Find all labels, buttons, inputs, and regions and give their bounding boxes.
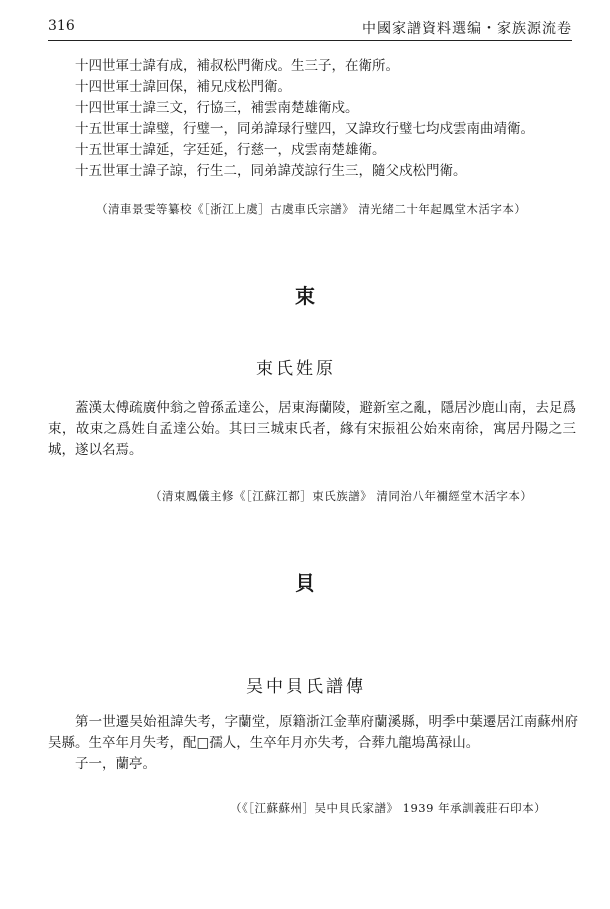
genealogy-line: 十四世軍士諱三文，行協三，補雲南楚雄衛戍。 — [75, 100, 359, 116]
page-header — [48, 18, 572, 41]
citation-source-3: （《［江蘇蘇州］吴中貝氏家譜》 1939 年承訓義莊石印本） — [230, 801, 547, 815]
section-paragraph: 第一世遷吴始祖諱失考，字蘭堂，原籍浙江金華府蘭溪縣，明季中葉遷居江南蘇州府吴縣。生卒年月失考，配□孺人，生卒年月亦失考，合葬九龍塢萬禄山。 — [48, 714, 578, 751]
running-head: 中國家譜資料選编・家族源流卷 — [362, 21, 572, 37]
citation-source-2: （清束鳳儀主修《［江蘇江都］束氏族譜》 清同治八年禰經堂木活字本） — [150, 489, 533, 503]
section-paragraph: 蓋漢太傅疏廣仲翁之曾孫孟達公，居東海蘭陵，避新室之亂，隱居沙鹿山南，去足爲束，故束之爲姓自孟達公始。其曰三城束氏者，緣有宋振祖公始來南徐，寓居丹陽之三城，遂以名焉。 — [48, 400, 576, 458]
surname-heading: 束 — [295, 284, 315, 308]
section-title: 束氏姓原 — [256, 359, 336, 379]
genealogy-line: 十五世軍士諱璧，行璧一，同弟諱琭行璧四，又諱玫行璧七均戍雲南曲靖衛。 — [75, 121, 534, 137]
genealogy-line: 十四世軍士諱回保，補兄戍松門衛。 — [75, 79, 291, 95]
genealogy-line: 十四世軍士諱有成，補叔松門衛戍。生三子，在衛所。 — [75, 58, 399, 74]
genealogy-line: 十五世軍士諱延，字廷延，行慈一，戍雲南楚雄衛。 — [75, 142, 386, 158]
citation-source-1: （清車景雯等纂校《［浙江上虞］古虞車氏宗譜》 清光緒二十年起鳳堂木活字本） — [96, 202, 527, 216]
genealogy-line: 十五世軍士諱子諒，行生二，同弟諱茂諒行生三，隨父戍松門衛。 — [75, 163, 467, 179]
section-title: 吴中貝氏譜傳 — [246, 677, 366, 697]
surname-heading: 貝 — [295, 571, 315, 595]
page-number: 316 — [48, 18, 75, 34]
section-paragraph-line: 子一，蘭亭。 — [75, 756, 156, 772]
genealogy-list — [75, 56, 575, 182]
